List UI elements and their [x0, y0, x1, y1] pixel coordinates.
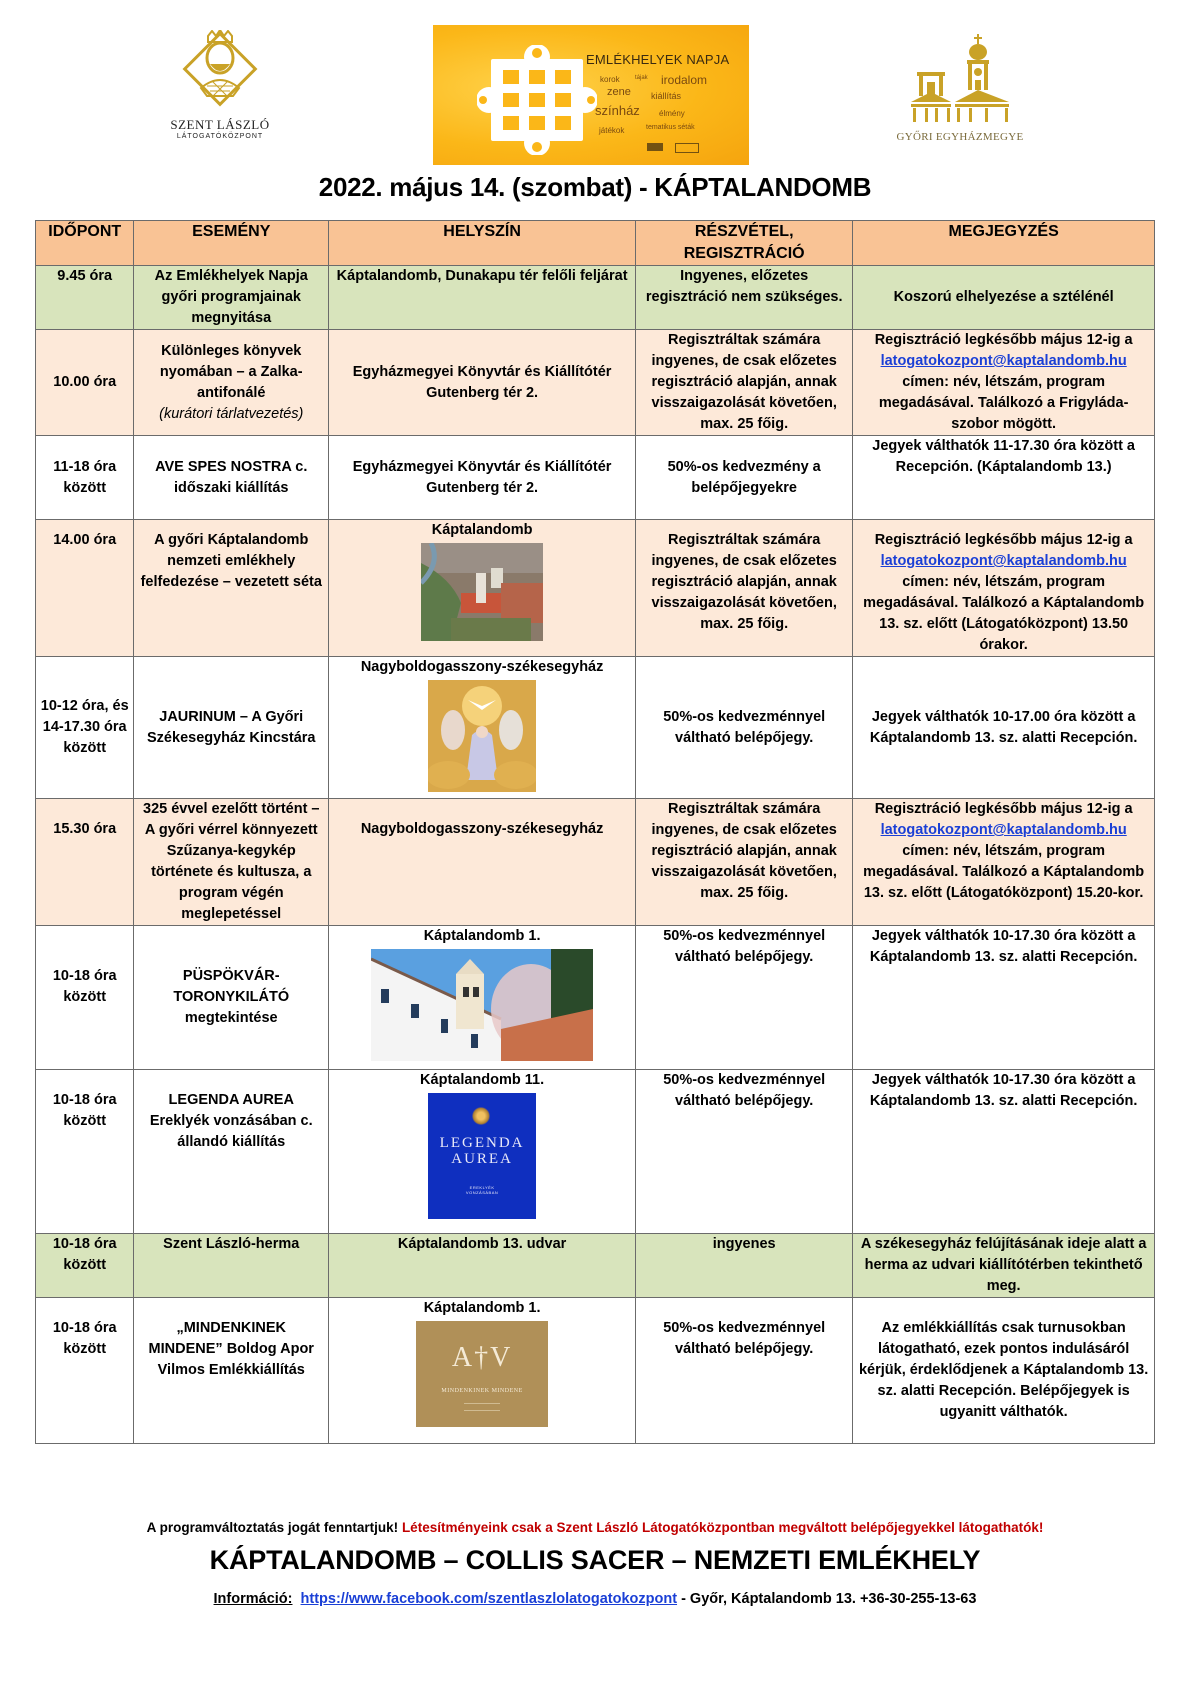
banner-word: kiállítás	[651, 91, 682, 101]
info-label: Információ:	[213, 1591, 293, 1607]
note-text: címen: név, létszám, program megadásával. Találkozó a Frigyláda-szobor mögött.	[878, 374, 1129, 432]
note-text: Regisztráció legkésőbb május 12-ig a	[874, 532, 1133, 548]
place-cell: Nagyboldogasszony-székesegyház	[329, 799, 636, 926]
logo-left-name: SZENT LÁSZLÓ	[170, 117, 270, 132]
table-row	[36, 330, 1155, 436]
logo-right-name: GYŐRI EGYHÁZMEGYE	[896, 131, 1024, 143]
place-label: Káptalandomb 11.	[420, 1072, 545, 1088]
table-row	[36, 926, 1155, 1070]
place-cell	[329, 1070, 636, 1234]
event-cell: 325 évvel ezelőtt történt – A győri vérrel könnyezett Szűzanya-kegykép története és kultusza, a program végén meglepetéssel	[134, 799, 329, 926]
place-label: Káptalandomb 1.	[423, 1300, 541, 1316]
event-cell: „MINDENKINEK MINDENE” Boldog Apor Vilmos Emlékkiállítás	[134, 1298, 329, 1444]
time-cell: 10-18 óra között	[36, 926, 134, 1070]
note-cell: Jegyek válthatók 10-17.00 óra között a Káptalandomb 13. sz. alatti Recepción.	[853, 657, 1155, 799]
place-cell: Káptalandomb 13. udvar	[329, 1234, 636, 1298]
page-title: 2022. május 14. (szombat) - KÁPTALANDOMB	[318, 172, 872, 202]
note-cell: Az emlékkiállítás csak turnusokban látogatható, ezek pontos indulásáról kérjük, érdeklődjenek a Káptalandomb 13. sz. alatti Recepción. Belépőjegyek is ugyanitt válthatók.	[853, 1298, 1155, 1444]
place-label: Nagyboldogasszony-székesegyház	[360, 659, 604, 675]
email-link[interactable]: latogatokozpont@kaptalandomb.hu	[880, 822, 1127, 838]
poster-title: AUREA	[451, 1151, 513, 1167]
header-cell: HELYSZÍN	[329, 221, 636, 266]
banner-word: tájak	[635, 75, 648, 81]
time-cell: 10-18 óra között	[36, 1070, 134, 1234]
poster-monogram: A†V	[451, 1342, 513, 1373]
table-row	[36, 799, 1155, 926]
place-cell	[329, 1298, 636, 1444]
altar-relief-image	[428, 680, 536, 792]
participation-cell: 50%-os kedvezménnyel váltható belépőjegy.	[636, 1298, 853, 1444]
event-cell: PÜSPÖKVÁR-TORONYKILÁTÓ megtekintése	[134, 926, 329, 1070]
banner-word: tematikus séták	[646, 124, 695, 131]
table-row	[36, 657, 1155, 799]
szent-laszlo-logo	[160, 30, 280, 150]
poster-subtitle: MINDENKINEK MINDENE	[441, 1388, 523, 1394]
time-cell: 10-12 óra, és 14-17.30 óra között	[36, 657, 134, 799]
banner-word: játékok	[599, 126, 625, 135]
note-cell: Koszorú elhelyezése a sztélénél	[853, 266, 1155, 330]
poster-subtitle: EREKLYÉK VONZÁSÁBAN	[465, 1185, 499, 1195]
footer-info	[0, 1591, 1190, 1607]
participation-cell: ingyenes	[636, 1234, 853, 1298]
table-row	[36, 436, 1155, 520]
table-row	[36, 520, 1155, 657]
note-cell: Jegyek válthatók 11-17.30 óra között a Recepción. (Káptalandomb 13.)	[853, 436, 1155, 520]
table-row	[36, 1070, 1155, 1234]
banner-word: élmény	[659, 109, 685, 118]
note-text: címen: név, létszám, program megadásával. Találkozó a Káptalandomb 13. sz. előtt (Látogatóközpont) 13.50 órakor.	[863, 574, 1145, 653]
note-text: Regisztráció legkésőbb május 12-ig a	[874, 801, 1133, 817]
time-cell: 10-18 óra között	[36, 1234, 134, 1298]
participation-cell: Regisztráltak számára ingyenes, de csak előzetes regisztráció alapján, annak visszaigazolását követően, max. 25 főig.	[636, 520, 853, 657]
note-cell	[853, 330, 1155, 436]
cathedral-towers-icon	[905, 30, 1015, 126]
note-cell: A székesegyház felújításának ideje alatt a herma az udvari kiállítótérben tekinthető meg.	[853, 1234, 1155, 1298]
footer-note	[0, 1520, 1190, 1535]
banner-word: színház	[595, 103, 640, 118]
program-table	[35, 220, 1155, 1444]
note-cell: Jegyek válthatók 10-17.30 óra között a Káptalandomb 13. sz. alatti Recepción.	[853, 926, 1155, 1070]
emlekhelyek-napja-banner	[433, 25, 749, 165]
table-row	[36, 1234, 1155, 1298]
footer-note-red: Létesítményeink csak a Szent László Látogatóközpontban megváltott belépőjegyekkel látogathatók!	[401, 1520, 1044, 1535]
place-label: Káptalandomb	[431, 522, 533, 538]
logo-left-sub: LÁTOGATÓKÖZPONT	[176, 133, 264, 140]
event-cell	[134, 330, 329, 436]
email-link[interactable]: latogatokozpont@kaptalandomb.hu	[880, 553, 1127, 569]
footer-note-black: A programváltoztatás jogát fenntartjuk!	[146, 1520, 399, 1535]
place-cell: Káptalandomb, Dunakapu tér felőli feljárat	[329, 266, 636, 330]
time-cell: 9.45 óra	[36, 266, 134, 330]
place-cell	[329, 520, 636, 657]
mindenkinek-mindene-poster	[416, 1321, 548, 1427]
participation-cell: Regisztráltak számára ingyenes, de csak előzetes regisztráció alapján, annak visszaigazolását követően, max. 25 főig.	[636, 330, 853, 436]
saint-bust-icon	[175, 30, 265, 110]
banner-word: zene	[607, 86, 631, 98]
footer-heading: KÁPTALANDOMB – COLLIS SACER – NEMZETI EMLÉKHELY	[209, 1545, 981, 1575]
event-cell: A győri Káptalandomb nemzeti emlékhely felfedezése – vezetett séta	[134, 520, 329, 657]
bishops-castle-photo-image	[371, 949, 593, 1061]
time-cell: 10-18 óra között	[36, 1298, 134, 1444]
logo-bar	[0, 20, 1190, 160]
header-cell: ESEMÉNY	[134, 221, 329, 266]
note-cell	[853, 520, 1155, 657]
time-cell: 10.00 óra	[36, 330, 134, 436]
place-cell	[329, 657, 636, 799]
time-cell: 15.30 óra	[36, 799, 134, 926]
participation-cell: Ingyenes, előzetes regisztráció nem szükséges.	[636, 266, 853, 330]
event-cell: AVE SPES NOSTRA c. időszaki kiállítás	[134, 436, 329, 520]
note-cell	[853, 799, 1155, 926]
event-cell: Az Emlékhelyek Napja győri programjainak megnyitása	[134, 266, 329, 330]
table-row	[36, 266, 1155, 330]
participation-cell: Regisztráltak számára ingyenes, de csak előzetes regisztráció alapján, annak visszaigazolását követően, max. 25 főig.	[636, 799, 853, 926]
email-link[interactable]: latogatokozpont@kaptalandomb.hu	[880, 353, 1127, 369]
place-cell	[329, 926, 636, 1070]
legenda-aurea-poster	[428, 1093, 536, 1219]
sponsor-logo-icon	[647, 143, 663, 151]
note-text: Regisztráció legkésőbb május 12-ig a	[874, 332, 1133, 348]
header-cell: RÉSZVÉTEL, REGISZTRÁCIÓ	[636, 221, 853, 266]
facebook-link[interactable]: https://www.facebook.com/szentlaszlolatogatokozpont	[300, 1591, 678, 1607]
participation-cell: 50%-os kedvezménnyel váltható belépőjegy.	[636, 657, 853, 799]
place-label: Káptalandomb 1.	[423, 928, 541, 944]
event-cell: LEGENDA AUREA Ereklyék vonzásában c. állandó kiállítás	[134, 1070, 329, 1234]
event-subtitle: (kurátori tárlatvezetés)	[159, 405, 304, 422]
participation-cell: 50%-os kedvezménnyel váltható belépőjegy.	[636, 1070, 853, 1234]
event-cell: JAURINUM – A Győri Székesegyház Kincstára	[134, 657, 329, 799]
header-cell: IDŐPONT	[36, 221, 134, 266]
poster-quote-line	[464, 1403, 500, 1411]
note-text: címen: név, létszám, program megadásával. Találkozó a Káptalandomb 13. sz. előtt (Látogatóközpont) 15.20-kor.	[863, 843, 1145, 901]
banner-word: irodalom	[661, 73, 708, 87]
header-cell: MEGJEGYZÉS	[853, 221, 1155, 266]
participation-cell: 50%-os kedvezménnyel váltható belépőjegy.	[636, 926, 853, 1070]
table-header-row	[36, 221, 1155, 266]
banner-title: EMLÉKHELYEK NAPJA	[586, 52, 730, 67]
note-cell: Jegyek válthatók 10-17.30 óra között a Káptalandomb 13. sz. alatti Recepción.	[853, 1070, 1155, 1234]
event-cell: Szent László-herma	[134, 1234, 329, 1298]
participation-cell: 50%-os kedvezmény a belépőjegyekre	[636, 436, 853, 520]
banner-word: korok	[600, 75, 620, 84]
place-cell: Egyházmegyei Könyvtár és Kiállítótér Gutenberg tér 2.	[329, 436, 636, 520]
table-row	[36, 1298, 1155, 1444]
sun-emblem-icon	[472, 1107, 490, 1125]
time-cell: 14.00 óra	[36, 520, 134, 657]
aerial-photo-image	[421, 543, 543, 641]
info-address-phone: - Győr, Káptalandomb 13. +36-30-255-13-63	[681, 1591, 977, 1607]
knot-emblem-icon	[477, 45, 597, 155]
place-cell: Egyházmegyei Könyvtár és Kiállítótér Gutenberg tér 2.	[329, 330, 636, 436]
time-cell: 11-18 óra között	[36, 436, 134, 520]
poster-title: LEGENDA	[439, 1135, 525, 1151]
event-title: Különleges könyvek nyomában – a Zalka-antifonálé	[159, 342, 303, 401]
gyori-egyhazmegye-logo	[890, 30, 1030, 150]
sponsor-logo-icon	[675, 143, 699, 153]
